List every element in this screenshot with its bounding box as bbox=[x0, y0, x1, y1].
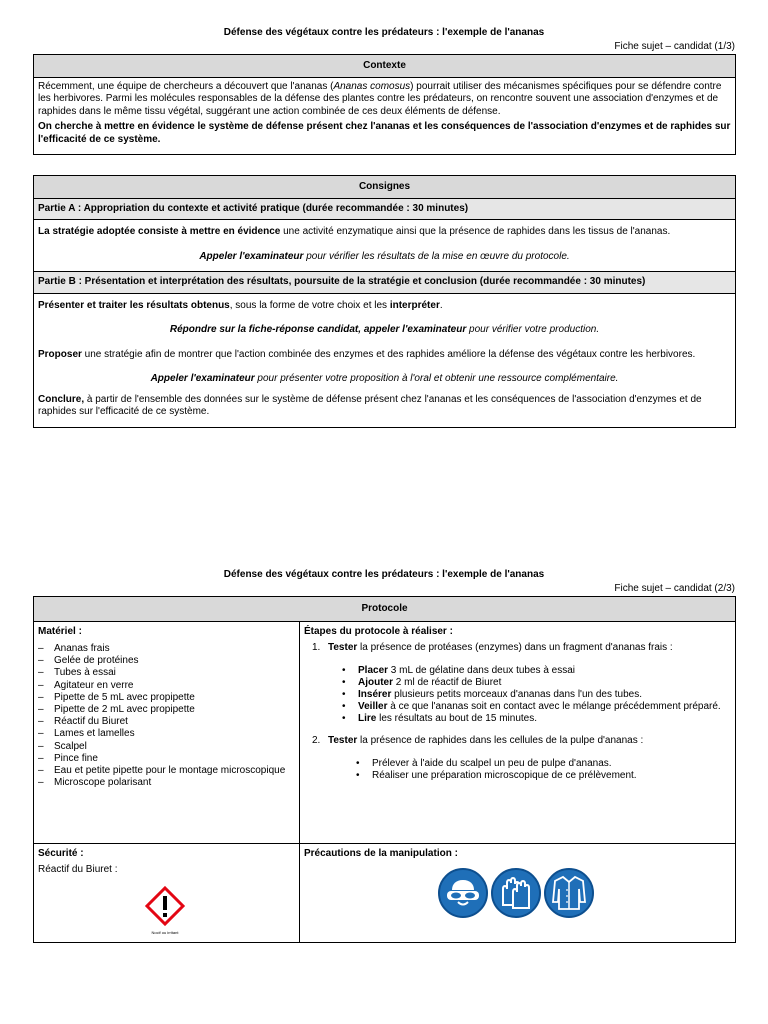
page-1-title: Défense des végétaux contre les prédateurs : l'exemple de l'ananas bbox=[223, 27, 545, 38]
lab-coat-icon bbox=[544, 868, 594, 918]
partie-a-strategy bbox=[38, 226, 731, 239]
step-2-verb: Tester bbox=[328, 735, 358, 747]
materiel-item: – Pipette de 5 mL avec propipette bbox=[38, 692, 295, 704]
page-1-fiche-label: Fiche sujet – candidat (1/3) bbox=[614, 41, 735, 52]
hazard-pictogram bbox=[145, 886, 185, 936]
partie-b-conclude bbox=[38, 394, 731, 419]
partie-b-conclude-bold: Conclure, bbox=[38, 393, 85, 405]
materiel-item: – Pipette de 2 mL avec propipette bbox=[38, 704, 295, 716]
partie-b-call-2 bbox=[38, 373, 731, 386]
materiel-item: – Pince fine bbox=[38, 753, 295, 765]
page-2-fiche-label: Fiche sujet – candidat (2/3) bbox=[614, 583, 735, 594]
consignes-header: Consignes bbox=[34, 176, 735, 198]
page-2-title: Défense des végétaux contre les prédateurs : l'exemple de l'ananas bbox=[223, 569, 545, 580]
step-2-text: la présence de raphides dans les cellules de la pulpe d'ananas : bbox=[357, 735, 644, 747]
partie-b-call-2-bold: Appeler l'examinateur bbox=[150, 373, 255, 384]
partie-a-strategy-rest: une activité enzymatique ainsi que la présence de raphides dans les tissus de l'ananas. bbox=[280, 226, 671, 237]
partie-b-propose-bold: Proposer bbox=[38, 348, 82, 360]
contexte-paragraph-1 bbox=[38, 81, 731, 119]
etapes-list bbox=[304, 642, 731, 782]
partie-b-present-mid: , sous la forme de votre choix et les bbox=[229, 299, 390, 311]
step-1-bullet-verb: Veiller bbox=[358, 701, 388, 713]
contexte-p1-text-a: Récemment, une équipe de chercheurs a découvert que l'ananas ( bbox=[38, 80, 334, 92]
materiel-item: – Microscope polarisant bbox=[38, 777, 295, 789]
step-1-bullet-verb: Lire bbox=[358, 713, 377, 725]
protocole-header: Protocole bbox=[34, 597, 735, 622]
step-2-bullet: • Prélever à l'aide du scalpel un peu de pulpe d'ananas. bbox=[356, 758, 731, 770]
materiel-title: Matériel : bbox=[38, 625, 82, 637]
protocole-row-2 bbox=[34, 844, 735, 942]
contexte-p1-text-b: ) pourrait utiliser des mécanismes spécifiques pour se défendre contre les herbivores. Parmi les molécules responsables de la défense des plantes contre les prédateurs, on rencontre souvent une association d'enzymes et de raphides dans le même tissu végétal, suggérant une action combinée de ces deux éléments de défense. bbox=[38, 80, 722, 117]
protocole-box bbox=[33, 596, 736, 943]
hazard-exclamation-icon bbox=[145, 886, 185, 926]
partie-a-call-rest: pour vérifier les résultats de la mise en œuvre du protocole. bbox=[303, 250, 570, 262]
partie-a-call bbox=[38, 251, 731, 264]
partie-a-call-bold: Appeler l'examinateur bbox=[199, 250, 304, 262]
step-2-bullet: • Réaliser une préparation microscopique de ce prélèvement. bbox=[356, 770, 731, 782]
partie-b-present-end: . bbox=[439, 299, 443, 311]
partie-a-title: Partie A : Appropriation du contexte et activité pratique (durée recommandée : 30 minutes) bbox=[34, 198, 735, 221]
step-1-bullet-text: plusieurs petits morceaux d'ananas dans l'un des tubes. bbox=[391, 688, 642, 700]
step-1-bullet bbox=[342, 665, 731, 677]
step-1-number: 1. bbox=[312, 642, 321, 653]
step-1-text: la présence de protéases (enzymes) dans un fragment d'ananas frais : bbox=[357, 642, 673, 653]
precautions-title: Précautions de la manipulation : bbox=[304, 847, 458, 859]
hazard-caption: Nocif ou irritant bbox=[151, 930, 179, 935]
partie-b-present bbox=[38, 300, 731, 313]
contexte-p1-species: Ananas comosus bbox=[333, 80, 411, 92]
partie-b-present-bold-2: interpréter bbox=[389, 299, 440, 311]
contexte-header: Contexte bbox=[34, 55, 735, 78]
partie-b-title: Partie B : Présentation et interprétation des résultats, poursuite de la stratégie et conclusion (durée recommandée : 30 minutes) bbox=[34, 271, 735, 294]
contexte-paragraph-2: On cherche à mettre en évidence le système de défense présent chez l'ananas et les conséquences de l'association d'enzymes et de raphides sur l'efficacité de ce système. bbox=[38, 121, 731, 145]
contexte-body bbox=[34, 78, 735, 155]
precautions-cell bbox=[300, 844, 735, 942]
protocole-row-1 bbox=[34, 622, 735, 844]
materiel-item: – Gelée de protéines bbox=[38, 655, 295, 667]
securite-title: Sécurité : bbox=[38, 847, 84, 859]
step-1 bbox=[304, 642, 731, 725]
materiel-item: – Eau et petite pipette pour le montage microscopique bbox=[38, 765, 295, 777]
step-1-bullet-verb: Placer bbox=[358, 664, 389, 676]
partie-a-body bbox=[34, 220, 735, 271]
step-1-bullet-text: 2 ml de réactif de Biuret bbox=[393, 676, 502, 688]
step-2-bullets bbox=[356, 758, 731, 782]
step-1-bullet bbox=[342, 713, 731, 725]
materiel-item: – Ananas frais bbox=[38, 643, 295, 655]
step-1-bullet-text: 3 mL de gélatine dans deux tubes à essai bbox=[388, 664, 576, 676]
materiel-item: – Scalpel bbox=[38, 741, 295, 753]
step-1-bullet-text: les résultats au bout de 15 minutes. bbox=[376, 713, 537, 725]
step-2 bbox=[304, 735, 731, 782]
contexte-box bbox=[33, 54, 736, 155]
partie-a-strategy-bold: La stratégie adoptée consiste à mettre en évidence bbox=[38, 226, 281, 237]
partie-b-conclude-rest: à partir de l'ensemble des données sur le système de défense présent chez l'ananas et les conséquences de l'association d'enzymes et de raphides sur l'efficacité de ce système. bbox=[38, 393, 702, 417]
step-1-bullet bbox=[342, 701, 731, 713]
step-1-verb: Tester bbox=[328, 642, 358, 653]
partie-b-propose-rest: une stratégie afin de montrer que l'action combinée des enzymes et des raphides améliore la défense des végétaux contre les herbivores. bbox=[81, 348, 696, 360]
step-1-bullet bbox=[342, 677, 731, 689]
etapes-cell bbox=[300, 622, 735, 843]
materiel-list bbox=[38, 643, 295, 789]
materiel-item: – Tubes à essai bbox=[38, 667, 295, 679]
step-1-bullet-verb: Ajouter bbox=[358, 676, 393, 688]
materiel-item: – Agitateur en verre bbox=[38, 680, 295, 692]
partie-b-call-2-rest: pour présenter votre proposition à l'oral et obtenir une ressource complémentaire. bbox=[254, 373, 619, 384]
safety-goggles-icon bbox=[438, 868, 488, 918]
step-1-bullet bbox=[342, 689, 731, 701]
gloves-icon bbox=[491, 868, 541, 918]
partie-b-present-bold: Présenter et traiter les résultats obtenus bbox=[38, 299, 230, 311]
consignes-box bbox=[33, 175, 736, 428]
step-2-number: 2. bbox=[312, 735, 321, 747]
partie-b-propose bbox=[38, 349, 731, 362]
partie-b-call-1 bbox=[38, 324, 731, 337]
ppe-icons bbox=[438, 868, 594, 918]
etapes-title: Étapes du protocole à réaliser : bbox=[304, 625, 453, 637]
partie-b-call-1-rest: pour vérifier votre production. bbox=[466, 324, 600, 335]
step-1-bullet-text: à ce que l'ananas soit en contact avec le mélange précédemment préparé. bbox=[387, 701, 721, 713]
step-1-bullet-verb: Insérer bbox=[358, 688, 392, 700]
partie-b-body bbox=[34, 294, 735, 427]
materiel-cell bbox=[34, 622, 300, 843]
materiel-item: – Réactif du Biuret bbox=[38, 716, 295, 728]
securite-cell bbox=[34, 844, 300, 942]
securite-text: Réactif du Biuret : bbox=[38, 864, 118, 875]
partie-b-call-1-bold: Répondre sur la fiche-réponse candidat, appeler l'examinateur bbox=[169, 324, 467, 335]
step-1-bullets bbox=[342, 665, 731, 726]
materiel-item: – Lames et lamelles bbox=[38, 728, 295, 740]
